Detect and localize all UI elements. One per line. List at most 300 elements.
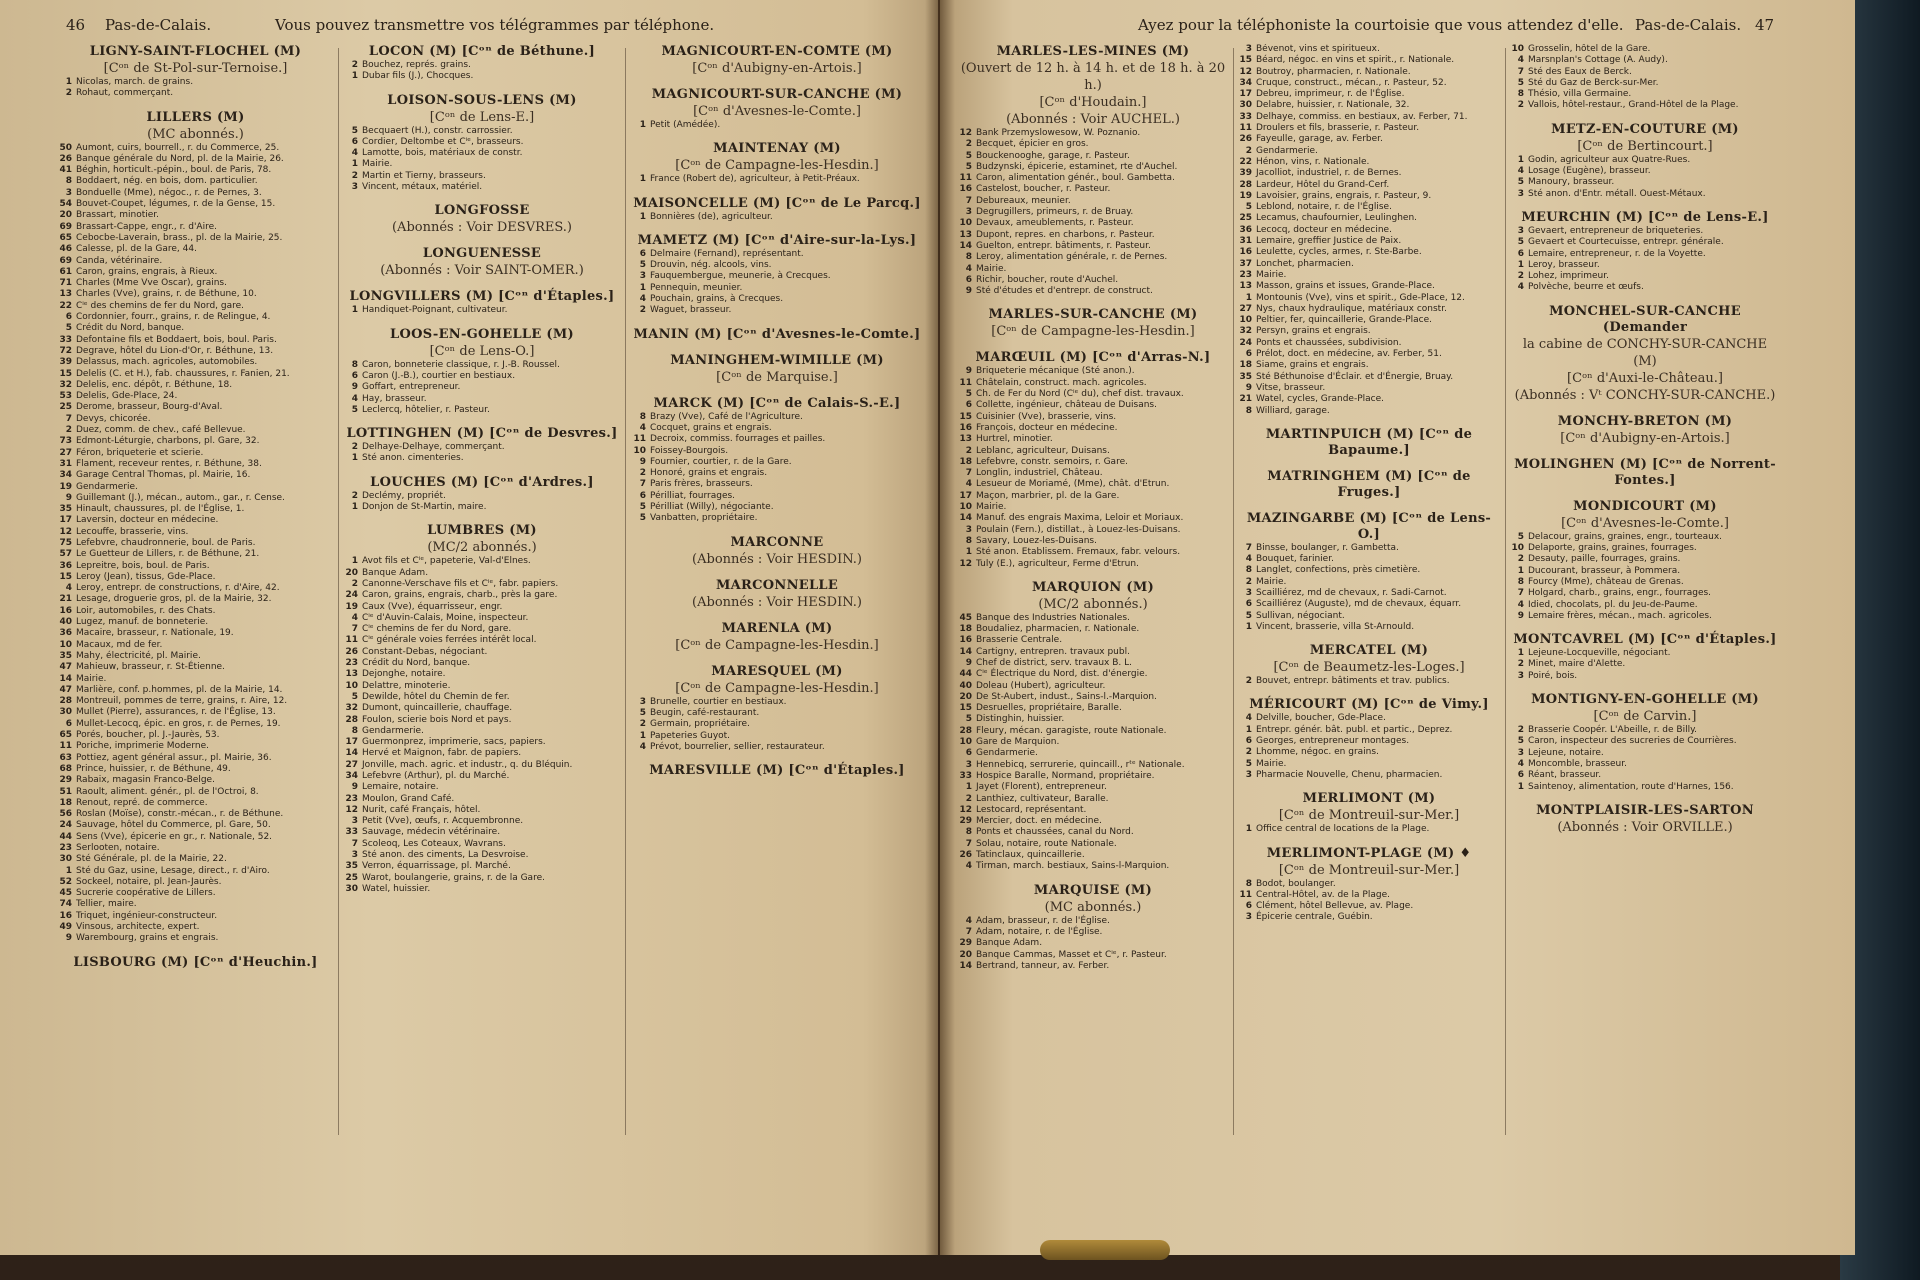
subscriber-entry	[344, 579, 620, 590]
commune-block	[632, 141, 922, 185]
phone-number: 69	[59, 221, 72, 232]
subscriber-entry	[632, 697, 922, 708]
subscriber-entry	[958, 816, 1228, 827]
subscriber-entry	[344, 726, 620, 737]
subscriber-name: Hay, brasseur.	[362, 393, 427, 404]
subscriber-entry	[958, 423, 1228, 434]
commune-subtitle: [Cᵒⁿ de Marquise.]	[716, 369, 838, 385]
subscriber-entry	[58, 176, 333, 187]
phone-number: 4	[1517, 282, 1524, 293]
subscriber-name: Binsse, boulanger, r. Gambetta.	[1256, 542, 1399, 553]
subscriber-name: Delaporte, grains, graines, fourrages.	[1528, 543, 1697, 554]
subscriber-name: Mairie.	[976, 502, 1007, 513]
commune-block	[1510, 499, 1780, 622]
phone-number: 3	[1517, 670, 1524, 681]
commune-title: MARCONNELLE	[715, 577, 839, 593]
subscriber-entry	[58, 188, 333, 199]
subscriber-entry	[58, 741, 333, 752]
subscriber-name: Delelis, enc. dépôt, r. Béthune, 18.	[76, 379, 233, 390]
phone-number: 4	[1517, 599, 1524, 610]
subscriber-entry	[58, 482, 333, 493]
subscriber-entry	[632, 249, 922, 260]
phone-number: 30	[345, 883, 358, 894]
subscriber-entry	[632, 708, 922, 719]
phone-number: 6	[351, 136, 358, 147]
commune-subtitle: [Cᵒⁿ de Campagne-les-Hesdin.]	[675, 158, 879, 174]
phone-number: 24	[59, 820, 72, 831]
subscriber-name: Drouvin, nég. alcools, vins.	[650, 260, 772, 271]
subscriber-name: Béghin, horticult.-pépin., boul. de Paris, 78.	[76, 165, 272, 176]
commune-subtitle: [Cᵒⁿ d'Avesnes-le-Comte.]	[1561, 515, 1729, 531]
subscriber-name: Fleury, mécan. garagiste, route Nationale.	[976, 725, 1167, 736]
subscriber-name: Delhaye, commiss. en bestiaux, av. Ferber, 71.	[1256, 111, 1468, 122]
phone-number: 72	[59, 345, 72, 356]
page-number-right: 47	[1755, 16, 1775, 34]
subscriber-name: Flament, receveur rentes, r. Béthune, 38.	[76, 458, 262, 469]
subscriber-entry	[58, 843, 333, 854]
subscriber-name: Rohaut, commerçant.	[76, 88, 174, 99]
subscriber-name: Mairie.	[1256, 269, 1287, 280]
phone-number: 75	[59, 537, 72, 548]
subscriber-name: Dupont, repres. en charbons, r. Pasteur.	[976, 229, 1155, 240]
commune-block	[958, 44, 1228, 297]
subscriber-name: Brassart, minotier.	[76, 210, 160, 221]
phone-number: 1	[639, 730, 646, 741]
phone-number: 29	[59, 775, 72, 786]
subscriber-name: Boutroy, pharmacien, r. Nationale.	[1256, 66, 1411, 77]
subscriber-name: Leroy, alimentation générale, r. de Pernes.	[976, 252, 1168, 263]
subscriber-name: Defontaine fils et Boddaert, bois, boul. Paris.	[76, 334, 277, 345]
subscriber-name: Leulette, cycles, armes, r. Ste-Barbe.	[1256, 247, 1422, 258]
commune-subtitle: [Cᵒⁿ de Carvin.]	[1593, 709, 1697, 725]
phone-number: 25	[1239, 213, 1252, 224]
subscriber-entry	[58, 922, 333, 933]
subscriber-entry	[1238, 713, 1500, 724]
subscriber-name: Avot fils et Cⁱᵉ, papeterie, Val-d'Elnes.	[362, 556, 531, 567]
subscriber-name: Donjon de St-Martin, maire.	[362, 502, 487, 513]
phone-number: 18	[59, 797, 72, 808]
subscriber-name: Poriche, imprimerie Moderne.	[76, 741, 209, 752]
subscriber-name: Brazy (Vve), Café de l'Agriculture.	[650, 411, 803, 422]
subscriber-entry	[958, 513, 1228, 524]
phone-number: 1	[351, 502, 358, 513]
subscriber-entry	[958, 184, 1228, 195]
phone-number: 5	[639, 502, 646, 513]
commune-title: METZ-EN-COUTURE (M)	[1551, 121, 1739, 137]
phone-number: 11	[959, 173, 972, 184]
phone-number: 5	[1517, 531, 1524, 542]
subscriber-name: Nys, chaux hydraulique, matériaux constr.	[1256, 303, 1447, 314]
subscriber-entry	[1238, 89, 1500, 100]
subscriber-entry	[958, 669, 1228, 680]
subscriber-entry	[1238, 747, 1500, 758]
phone-number: 28	[345, 714, 358, 725]
commune-title: MOLINGHEN (M) [Cᵒⁿ de Norrent-Fontes.]	[1514, 456, 1776, 488]
phone-number: 5	[639, 260, 646, 271]
subscriber-name: Sauvage, médecin vétérinaire.	[362, 827, 501, 838]
phone-number: 9	[965, 286, 972, 297]
phone-number: 28	[59, 696, 72, 707]
phone-number: 9	[351, 382, 358, 393]
subscriber-entry	[958, 782, 1228, 793]
phone-number: 3	[965, 759, 972, 770]
phone-number: 2	[1245, 576, 1252, 587]
subscriber-entry	[1510, 55, 1780, 66]
subscriber-name: Desauty, paille, fourrages, grains.	[1528, 554, 1681, 565]
subscriber-name: Bévenot, vins et spiritueux.	[1256, 44, 1380, 54]
subscriber-name: Raoult, aliment. génér., pl. de l'Octroi, 8.	[76, 786, 259, 797]
subscriber-name: Marsnplan's Cottage (A. Audy).	[1528, 55, 1668, 66]
subscriber-entry	[1238, 225, 1500, 236]
subscriber-entry	[344, 771, 620, 782]
subscriber-name: Cⁱᵉ chemins de fer du Nord, gare.	[362, 624, 512, 635]
subscriber-entry	[58, 583, 333, 594]
header-note-right: Ayez pour la téléphoniste la courtoisie que vous attendez d'elle.	[1138, 16, 1624, 34]
phone-number: 5	[965, 150, 972, 161]
subscriber-entry	[632, 294, 922, 305]
phone-number: 17	[345, 737, 358, 748]
subscriber-entry	[58, 572, 333, 583]
phone-number: 6	[1245, 736, 1252, 747]
phone-number: 6	[1517, 770, 1524, 781]
commune-block	[344, 246, 620, 279]
left-col-1	[58, 44, 333, 1255]
phone-number: 7	[639, 479, 646, 490]
subscriber-name: Hénon, vins, r. Nationale.	[1256, 156, 1370, 167]
phone-number: 2	[965, 139, 972, 150]
phone-number: 19	[345, 601, 358, 612]
subscriber-entry	[344, 71, 620, 82]
commune-subtitle: (Ouvert de 12 h. à 14 h. et de 18 h. à 20 h.)	[960, 61, 1226, 93]
commune-block	[344, 93, 620, 194]
subscriber-name: Handiquet-Poignant, cultivateur.	[362, 305, 508, 316]
phone-number: 8	[65, 176, 72, 187]
commune-title: MAINTENAY (M)	[713, 141, 841, 157]
subscriber-entry	[632, 479, 922, 490]
subscriber-name: Gendarmerie.	[362, 725, 424, 736]
subscriber-name: Petit (Amédée).	[650, 120, 721, 130]
commune-block	[1510, 803, 1780, 836]
subscriber-entry	[1238, 611, 1500, 622]
phone-number: 50	[59, 142, 72, 153]
subscriber-name: Constant-Debas, négociant.	[362, 646, 488, 657]
phone-number: 1	[639, 211, 646, 222]
phone-number: 5	[1517, 237, 1524, 248]
subscriber-entry	[958, 861, 1228, 872]
commune-title: MARLES-SUR-CANCHE (M)	[988, 307, 1198, 323]
subscriber-name: Sté Béthunoise d'Éclair. et d'Énergie, Bruay.	[1256, 371, 1454, 382]
subscriber-name: Droulers et fils, brasserie, r. Pasteur.	[1256, 123, 1420, 134]
commune-title: MERCATEL (M)	[1309, 643, 1429, 659]
subscriber-entry	[1238, 157, 1500, 168]
phone-number: 7	[965, 195, 972, 206]
subscriber-entry	[1238, 134, 1500, 145]
phone-number: 15	[59, 571, 72, 582]
subscriber-entry	[58, 820, 333, 831]
left-col-2	[344, 44, 620, 1255]
phone-number: 36	[59, 628, 72, 639]
phone-number: 10	[959, 737, 972, 748]
subscriber-entry	[58, 787, 333, 798]
phone-number: 14	[59, 673, 72, 684]
phone-number: 3	[1245, 587, 1252, 598]
subscriber-entry	[344, 491, 620, 502]
subscriber-entry	[344, 159, 620, 170]
commune-title: MARLES-LES-MINES (M)	[996, 44, 1190, 59]
left-columns	[0, 44, 938, 1255]
subscriber-entry	[344, 602, 620, 613]
subscriber-name: Bouchez, représ. grains.	[362, 60, 471, 70]
subscriber-entry	[58, 617, 333, 628]
subscriber-entry	[1238, 360, 1500, 371]
phone-number: 10	[1511, 543, 1524, 554]
subscriber-entry	[632, 212, 922, 223]
commune-title: MONCHY-BRETON (M)	[1557, 413, 1733, 429]
phone-number: 11	[959, 377, 972, 388]
commune-title: LOISON-SOUS-LENS (M)	[387, 92, 577, 108]
subscriber-name: Hospice Baralle, Normand, propriétaire.	[976, 770, 1155, 781]
subscriber-name: Banque générale du Nord, pl. de la Mairie, 26.	[76, 153, 284, 164]
subscriber-entry	[958, 139, 1228, 150]
phone-number: 1	[1517, 648, 1524, 659]
subscriber-entry	[58, 662, 333, 673]
subscriber-entry	[1238, 879, 1500, 890]
subscriber-name: Fournier, courtier, r. de la Gare.	[650, 456, 792, 467]
phone-number: 1	[639, 120, 646, 130]
subscriber-entry	[344, 624, 620, 635]
subscriber-entry	[58, 493, 333, 504]
subscriber-entry	[344, 568, 620, 579]
subscriber-entry	[1238, 281, 1500, 292]
subscriber-entry	[344, 394, 620, 405]
phone-number: 8	[965, 252, 972, 263]
subscriber-name: Devaux, ameublements, r. Pasteur.	[976, 218, 1134, 229]
subscriber-entry	[1510, 532, 1780, 543]
subscriber-entry	[632, 513, 922, 524]
subscriber-name: Georges, entrepreneur montages.	[1256, 736, 1410, 747]
subscriber-entry	[1238, 180, 1500, 191]
subscriber-entry	[58, 233, 333, 244]
phone-number: 9	[1245, 382, 1252, 393]
subscriber-entry	[1238, 901, 1500, 912]
subscriber-entry	[632, 174, 922, 185]
commune-title: MARESVILLE (M) [Cᵒⁿ d'Étaples.]	[649, 763, 905, 779]
commune-block	[344, 289, 620, 316]
subscriber-entry	[632, 731, 922, 742]
commune-subtitle: [Cᵒⁿ de Montreuil-sur-Mer.]	[1278, 862, 1460, 878]
subscriber-name: Bonnières (de), agriculteur.	[650, 211, 773, 222]
subscriber-entry	[58, 380, 333, 391]
subscriber-name: Brasserie Centrale.	[976, 635, 1063, 646]
subscriber-name: Leblanc, agriculteur, Duisans.	[976, 445, 1110, 456]
subscriber-entry	[1510, 177, 1780, 188]
commune-title: MAMETZ (M) [Cᵒⁿ d'Aire-sur-la-Lys.]	[637, 232, 917, 248]
commune-subtitle: [Cᵒⁿ d'Aubigny-en-Artois.]	[692, 61, 862, 76]
subscriber-entry	[344, 556, 620, 567]
commune-subtitle: [Cᵒⁿ de Bertincourt.]	[1577, 138, 1713, 154]
subscriber-name: Macaire, brasseur, r. Nationale, 19.	[76, 628, 234, 639]
subscriber-name: Marlière, conf. p.hommes, pl. de la Mairie, 14.	[76, 684, 283, 695]
commune-subtitle: [Cᵒⁿ de Beaumetz-les-Loges.]	[1273, 660, 1465, 676]
subscriber-name: Châtelain, construct. mach. agricoles.	[976, 377, 1147, 388]
phone-number: 18	[959, 456, 972, 467]
subscriber-name: Mairie.	[76, 673, 107, 684]
subscriber-name: Macaux, md de fer.	[76, 639, 163, 650]
subscriber-name: Serlooten, notaire.	[76, 843, 160, 853]
right-col-2	[1238, 44, 1500, 1255]
subscriber-name: Poiré, bois.	[1528, 670, 1578, 681]
subscriber-name: Williard, garage.	[1256, 405, 1330, 416]
commune-block	[632, 87, 922, 131]
subscriber-name: Jacolliot, industriel, r. de Bernes.	[1256, 168, 1402, 179]
subscriber-name: Leroy, brasseur.	[1528, 259, 1600, 270]
phone-number: 35	[59, 504, 72, 515]
phone-number: 5	[1245, 610, 1252, 621]
subscriber-entry	[58, 764, 333, 775]
phone-number: 9	[639, 456, 646, 467]
subscriber-name: Lejeune-Locqueville, négociant.	[1528, 648, 1671, 659]
subscriber-name: Delacour, grains, graines, engr., tourteaux.	[1528, 531, 1723, 542]
subscriber-name: Crédit du Nord, banque.	[362, 658, 471, 669]
phone-number: 8	[639, 411, 646, 422]
subscriber-entry	[58, 143, 333, 154]
subscriber-name: Banque des Industries Nationales.	[976, 612, 1130, 623]
phone-number: 1	[1517, 565, 1524, 576]
phone-number: 5	[351, 404, 358, 415]
subscriber-name: Ducourant, brasseur, à Pommera.	[1528, 565, 1681, 576]
subscriber-entry	[58, 549, 333, 560]
subscriber-name: Lavoisier, grains, engrais, r. Pasteur, 9.	[1256, 190, 1432, 201]
commune-title: MONTIGNY-EN-GOHELLE (M)	[1531, 692, 1759, 708]
commune-block	[632, 353, 922, 386]
subscriber-name: Delville, boucher, Gde-Place.	[1256, 713, 1386, 724]
phone-number: 47	[59, 662, 72, 673]
subscriber-name: Fauquembergue, meunerie, à Crecques.	[650, 271, 831, 282]
commune-title: MARQUISE (M)	[1033, 882, 1153, 898]
subscriber-entry	[632, 719, 922, 730]
right-page	[940, 0, 1855, 1255]
subscriber-entry	[344, 453, 620, 464]
subscriber-entry	[58, 289, 333, 300]
subscriber-entry	[958, 748, 1228, 759]
commune-title: MARQUION (M)	[1031, 579, 1155, 595]
subscriber-entry	[58, 899, 333, 910]
subscriber-entry	[632, 412, 922, 423]
subscriber-name: Bouquet, farinier.	[1256, 554, 1334, 565]
subscriber-entry	[344, 382, 620, 393]
phone-number: 1	[1517, 781, 1524, 792]
subscriber-entry	[1238, 44, 1500, 55]
subscriber-name: Lesueur de Moriamé, (Mme), chât. d'Etrun.	[976, 479, 1170, 490]
phone-number: 2	[1517, 659, 1524, 670]
phone-number: 2	[351, 170, 358, 181]
commune-title: LONGUENESSE	[422, 246, 542, 262]
phone-number: 2	[1245, 676, 1252, 687]
subscriber-name: Prévot, bourrelier, sellier, restaurateur.	[650, 741, 825, 752]
phone-number: 37	[1239, 258, 1252, 269]
right-col-1	[958, 44, 1228, 1255]
subscriber-name: Tellier, maire.	[76, 899, 137, 910]
subscriber-name: Sens (Vve), épicerie en gr., r. Nationale, 52.	[76, 831, 273, 842]
subscriber-entry	[632, 305, 922, 316]
subscriber-entry	[632, 742, 922, 753]
subscriber-entry	[632, 434, 922, 445]
subscriber-name: Lugez, manuf. de bonneterie.	[76, 617, 209, 628]
subscriber-name: Guillemant (J.), mécan., autom., gar., r. Cense.	[76, 492, 285, 503]
subscriber-name: Jayet (Florent), entrepreneur.	[976, 782, 1107, 793]
subscriber-name: Persyn, grains et engrais.	[1256, 326, 1371, 337]
phone-number: 4	[1517, 758, 1524, 769]
subscriber-name: Brassart-Cappe, engr., r. d'Aire.	[76, 221, 217, 232]
subscriber-entry	[1238, 383, 1500, 394]
phone-number: 5	[351, 691, 358, 702]
phone-number: 36	[1239, 224, 1252, 235]
subscriber-name: Périlliat (Willy), négociante.	[650, 502, 774, 513]
subscriber-name: Périlliat, fourrages.	[650, 490, 736, 501]
phone-number: 10	[59, 639, 72, 650]
subscriber-entry	[58, 165, 333, 176]
subscriber-name: Verron, équarrissage, pl. Marché.	[362, 861, 511, 872]
subscriber-name: Petit (Vve), œufs, r. Acquembronne.	[362, 816, 524, 827]
phone-number: 6	[351, 370, 358, 381]
subscriber-name: Delattre, minoterie.	[362, 680, 451, 691]
subscriber-name: Cartigny, entrepren. travaux publ.	[976, 646, 1130, 657]
subscriber-name: Minet, maire d'Alette.	[1528, 659, 1626, 670]
phone-number: 4	[965, 861, 972, 872]
subscriber-entry	[958, 805, 1228, 816]
subscriber-entry	[632, 446, 922, 457]
phone-number: 26	[959, 850, 972, 861]
subscriber-entry	[1510, 249, 1780, 260]
subscriber-name: Loir, automobiles, r. des Chats.	[76, 605, 216, 616]
subscriber-name: Lemaire, greffier Justice de Paix.	[1256, 236, 1402, 247]
subscriber-entry	[958, 366, 1228, 377]
subscriber-entry	[1238, 259, 1500, 270]
subscriber-entry	[958, 196, 1228, 207]
phone-number: 74	[59, 899, 72, 910]
subscriber-name: Porés, boucher, pl. J.-Jaurès, 53.	[76, 730, 220, 741]
commune-title: MONTPLAISIR-LES-SARTON	[1536, 802, 1754, 818]
subscriber-name: Thésio, villa Germaine.	[1528, 89, 1632, 100]
subscriber-entry	[1510, 725, 1780, 736]
phone-number: 18	[959, 624, 972, 635]
subscriber-name: Triquet, ingénieur-constructeur.	[76, 910, 218, 921]
subscriber-entry	[58, 832, 333, 843]
subscriber-entry	[58, 301, 333, 312]
phone-number: 12	[959, 804, 972, 815]
commune-block	[632, 535, 922, 568]
commune-block	[1510, 44, 1780, 112]
subscriber-name: Moncomble, brasseur.	[1528, 758, 1627, 769]
subscriber-name: Jonville, mach. agric. et industr., q. du Bléquin.	[362, 759, 573, 770]
commune-title: MÉRICOURT (M) [Cᵒⁿ de Vimy.]	[1249, 697, 1489, 713]
subscriber-entry	[58, 515, 333, 526]
phone-number: 5	[639, 707, 646, 718]
subscriber-entry	[1510, 166, 1780, 177]
subscriber-name: Sté anon. Etablissem. Fremaux, fabr. velours.	[976, 547, 1181, 558]
commune-block	[632, 44, 922, 77]
subscriber-entry	[958, 927, 1228, 938]
subscriber-entry	[958, 536, 1228, 547]
subscriber-name: Manoury, brasseur.	[1528, 177, 1615, 188]
subscriber-name: Bouckenooghe, garage, r. Pasteur.	[976, 150, 1130, 161]
subscriber-name: Adam, brasseur, r. de l'Église.	[976, 915, 1110, 926]
phone-number: 24	[1239, 337, 1252, 348]
subscriber-name: Mullet-Lecocq, épic. en gros, r. de Pernes, 19.	[76, 718, 281, 729]
subscriber-name: Langlet, confections, près cimetière.	[1256, 565, 1421, 576]
commune-title: MARCK (M) [Cᵒⁿ de Calais-S.-E.]	[653, 395, 901, 411]
commune-title: LISBOURG (M) [Cᵒⁿ d'Heuchin.]	[73, 954, 318, 970]
